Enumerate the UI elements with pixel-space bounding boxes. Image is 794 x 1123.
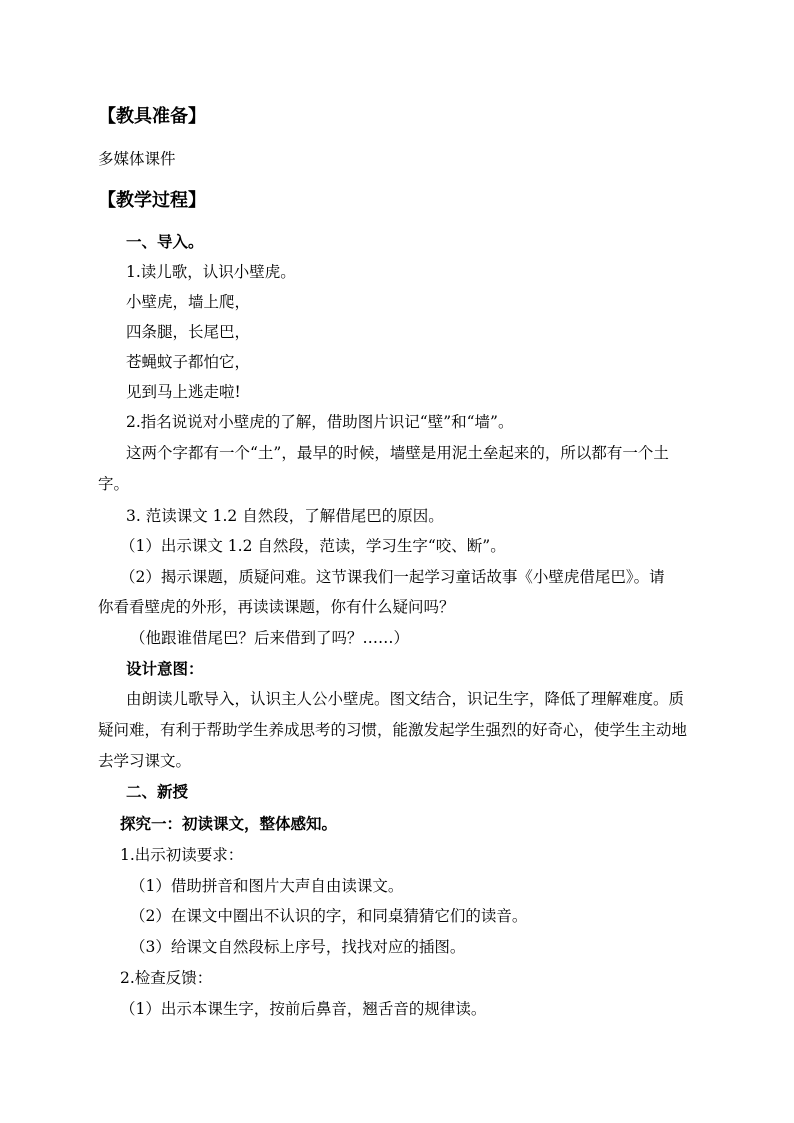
paragraph-line: （1）借助拼音和图片大声自由读课文。 (130, 877, 404, 895)
paragraph-line: 1.出示初读要求： (120, 846, 244, 864)
paragraph-line: 去学习课文。 (98, 752, 192, 770)
paragraph-line: 1.读儿歌，认识小壁虎。 (126, 263, 296, 281)
poem-line: 见到马上逃走啦! (126, 383, 241, 401)
explore-one-title: 探究一：初读课文，整体感知。 (120, 815, 338, 833)
paragraph-line: 你看看壁虎的外形，再读读课题，你有什么疑问吗？ (98, 598, 455, 616)
paragraph-line: 3. 范读课文 1.2 自然段，了解借尾巴的原因。 (126, 507, 444, 525)
design-intent-label: 设计意图： (126, 660, 204, 678)
paragraph-line: （2）在课文中圈出不认识的字，和同桌猜猜它们的读音。 (130, 907, 528, 925)
paragraph-line: （他跟谁借尾巴？后来借到了吗？……） (130, 629, 410, 647)
paragraph-line: （3）给课文自然段标上序号，找找对应的插图。 (130, 938, 466, 956)
paragraph-line: 字。 (98, 475, 130, 493)
tools-text: 多媒体课件 (98, 150, 176, 168)
poem-line: 苍蝇蚊子都怕它， (126, 353, 251, 371)
paragraph-line: （1）出示本课生字，按前后鼻音，翘舌音的规律读。 (120, 1000, 487, 1018)
paragraph-line: 2.指名说说对小壁虎的了解，借助图片识记“壁”和“墙”。 (126, 413, 514, 431)
paragraph-line: （1）出示课文 1.2 自然段，范读，学习生字“咬、断”。 (120, 537, 506, 555)
paragraph-line: 这两个字都有一个“土”，最早的时候，墙壁是用泥土垒起来的，所以都有一个土 (126, 444, 669, 462)
paragraph-line: （2）揭示课题，质疑问难。这节课我们一起学习童话故事《小壁虎借尾巴》。请 (120, 568, 665, 586)
paragraph-line: 由朗读儿歌导入，认识主人公小壁虎。图文结合，识记生字，降低了理解难度。质 (126, 690, 685, 708)
process-heading: 【教学过程】 (98, 190, 206, 211)
paragraph-line: 疑问难，有利于帮助学生养成思考的习惯，能激发起学生强烈的好奇心，使学生主动地 (98, 721, 688, 739)
section-new-title: 二、新授 (126, 783, 189, 801)
poem-line: 四条腿，长尾巴， (126, 323, 251, 341)
tools-heading: 【教具准备】 (98, 106, 206, 127)
section-intro-title: 一、导入。 (126, 233, 204, 251)
poem-line: 小壁虎，墙上爬， (126, 293, 251, 311)
paragraph-line: 2.检查反馈： (120, 969, 213, 987)
